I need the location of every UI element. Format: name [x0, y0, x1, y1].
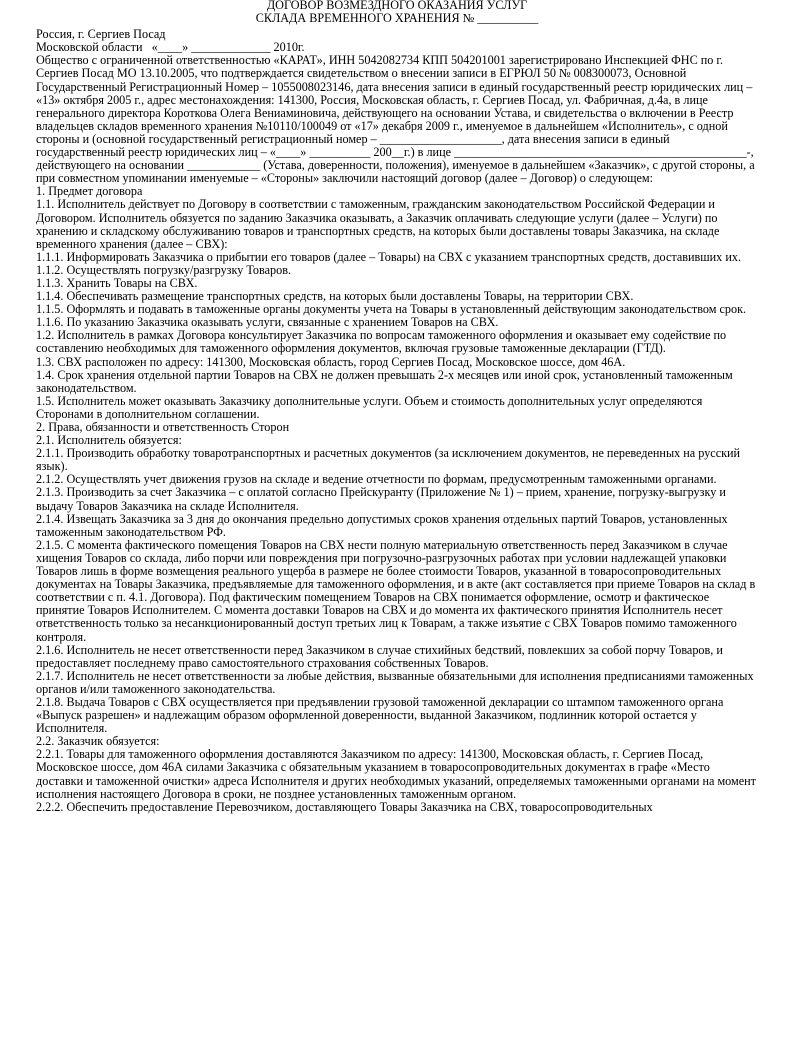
contract-clause: 1.2. Исполнитель в рамках Договора консультирует Заказчика по вопросам таможенного оформления и оказывает ему содействие по составлению необходимых для таможенного оформления документов, включая грузовые таможенные декларации (ГТД). [36, 328, 727, 356]
contract-clause: 2. Права, обязанности и ответственность Сторон [36, 420, 290, 434]
contract-clause: 2.1.7. Исполнитель не несет ответственности за любые действия, вызванные обязательными для исполнения предписаниями таможенных органов и/или таможенного законодательства. [36, 668, 754, 696]
contract-clause: 2.1.8. Выдача Товаров с СВХ осуществляется при предъявлении грузовой таможенной декларации со штампом таможенного органа «Выпуск разрешен» и надлежащим образом оформленной доверенности, выданной Заказчиком, подлинник которой остается у Исполнителя. [36, 694, 724, 736]
contract-preamble: Общество с ограниченной ответственностью «КАРАТ», ИНН 5042082734 КПП 504201001 зарегистрировано Инспекцией ФНС по г. Сергиев Посад МО 13.10.2005, что подтверждается свидетельством о внесении записи в ЕГРЮЛ 50 № 008300073, Основной Государственный Регистрационный Номер – 1055008023146, дата внесения записи в единый государственный реестр юридических лиц – «13» октября 2005 г., адрес местонахождения: 141300, Россия, Московская область, г. Сергиев Посад, ул. Фабричная, д.4а, в лице генерального директора Короткова Олега Вениаминовича, действующего на основании Устава, и свидетельства о включении в Реестр владельцев складов временного хранения №10110/100049 от «17» декабря 2009 г., именуемое в дальнейшем «Исполнитель», с одной стороны и (основной государственный регистрационный номер – ____________________, дата внесения записи в единый государственный реестр юридических лиц – «____» __________ 200__г.) в лице ________________________________________________-, действующего на основании ____________ (Устава, доверенности, положения), именуемое в дальнейшем «Заказчик», с другой стороны, а при совместном упоминании именуемые – «Стороны» заключили настоящий договор (далее – Договор) о следующем: [36, 53, 755, 186]
contract-clause: 2.1.1. Производить обработку товаротранспортных и расчетных документов (за исключением документов, не переведенных на русский язык). [36, 446, 741, 474]
contract-title-line-1: ДОГОВОР ВОЗМЕЗДНОГО ОКАЗАНИЯ УСЛУГ [266, 0, 528, 12]
contract-clause: 1.1.6. По указанию Заказчика оказывать услуги, связанные с хранением Товаров на СВХ. [36, 315, 499, 330]
contract-clause: 2.1.4. Извещать Заказчика за 3 дня до окончания предельно допустимых сроков хранения отдельных партий Товаров, установленных таможенным законодательством РФ. [36, 511, 728, 539]
contract-document [36, 0, 758, 814]
contract-clause: 2.1.2. Осуществлять учет движения грузов на складе и ведение отчетности по формам, предусмотренным таможенными органами. [36, 472, 717, 487]
contract-clause: 1.1.4. Обеспечивать размещение транспортных средств, на которых были доставлены Товары, на территории СВХ. [36, 289, 634, 304]
contract-clause: 1.1.5. Оформлять и подавать в таможенные органы документы учета на Товары в установленный действующим законодательством срок. [36, 302, 747, 317]
contract-clause: 2.2.2. Обеспечить предоставление Перевозчиком, доставляющего Товары Заказчика на СВХ, товаросопроводительных [36, 799, 653, 814]
contract-clause: 1.4. Срок хранения отдельной партии Товаров на СВХ не должен превышать 2-х месяцев или иной срок, установленный таможенным законодательством. [36, 367, 733, 395]
contract-clause: 1.1.1. Информировать Заказчика о прибытии его товаров (далее – Товары) на СВХ с указанием транспортных средств, доставивших их. [36, 249, 741, 264]
contract-clause: 1.1.2. Осуществлять погрузку/разгрузку Товаров. [36, 262, 292, 277]
contract-date-line: Московской области «____» _____________ 2010г. [36, 40, 305, 55]
contract-clause: 2.2.1. Товары для таможенного оформления доставляются Заказчиком по адресу: 141300, Московская область, г. Сергиев Посад, Московское шоссе, дом 46А силами Заказчика с обязательным указанием в товаросопроводительных документах в графе «Место доставки и таможенной очистки» адреса Исполнителя и других необходимых указаний, определяемых таможенными органами на момент исполнения настоящего Договора в сроки, не позднее установленных таможенным органом. [36, 747, 757, 801]
contract-clause: 1.5. Исполнитель может оказывать Заказчику дополнительные услуги. Объем и стоимость дополнительных услуг определяются Сторонами в дополнительном соглашении. [36, 393, 703, 421]
contract-clause: 2.1.6. Исполнитель не несет ответственности перед Заказчиком в случае стихийных бедствий, повлекших за собой порчу Товаров, и предоставляет последнему право самостоятельного страхования собственных Товаров. [36, 642, 723, 670]
contract-sections [36, 185, 758, 814]
contract-clause: 1. Предмет договора [36, 184, 143, 199]
contract-place: Россия, г. Сергиев Посад [36, 27, 166, 42]
contract-clause: 1.1.3. Хранить Товары на СВХ. [36, 275, 198, 290]
contract-clause: 2.1. Исполнитель обязуется: [36, 433, 182, 448]
contract-clause: 2.2. Заказчик обязуется: [36, 734, 160, 749]
contract-clause: 2.1.5. С момента фактического помещения Товаров на СВХ нести полную материальную ответственность перед Заказчиком в случае хищения Товаров со склада, либо порчи или повреждения при погрузочно-разгрузочных работах при условии надлежащей упаковки Товаров лишь в форме возмещения реального ущерба в размере не более стоимости Товаров, указанной в товаросопроводительных документах на Товары Заказчика, предъявляемые для таможенного оформления, и в акте (акт составляется при приеме Товаров на склад в соответствии с п. 4.1. Договора). Под фактическим помещением Товаров на СВХ понимается оформление, осмотр и фактическое принятие Товаров Исполнителем. С момента доставки Товаров на СВХ и до момента их фактического принятия Исполнитель несет ответственность только за несанкционированный доступ третьих лиц к Товарам, а также изъятие с СВХ Товаров помимо таможенного контроля. [36, 537, 756, 644]
contract-title-line-2: СКЛАДА ВРЕМЕННОГО ХРАНЕНИЯ № __________ [255, 11, 539, 26]
contract-clause: 2.1.3. Производить за счет Заказчика – с оплатой согласно Прейскуранту (Приложение № 1) – прием, хранение, погрузку-выгрузку и выдачу Товаров Заказчика на складе Исполнителя. [36, 485, 726, 513]
contract-clause: 1.1. Исполнитель действует по Договору в соответствии с таможенным, гражданским законодательством Российской Федерации и Договором. Исполнитель обязуется по заданию Заказчика оказывать, а Заказчик оплачивать следующие услуги (далее – Услуги) по хранению и складскому обслуживанию товаров и транспортных средств, на которых были доставлены товары Заказчика, на складе временного хранения (далее – СВХ): [36, 197, 720, 251]
contract-clause: 1.3. СВХ расположен по адресу: 141300, Московская область, город Сергиев Посад, Московское шоссе, дом 46А. [36, 354, 626, 369]
